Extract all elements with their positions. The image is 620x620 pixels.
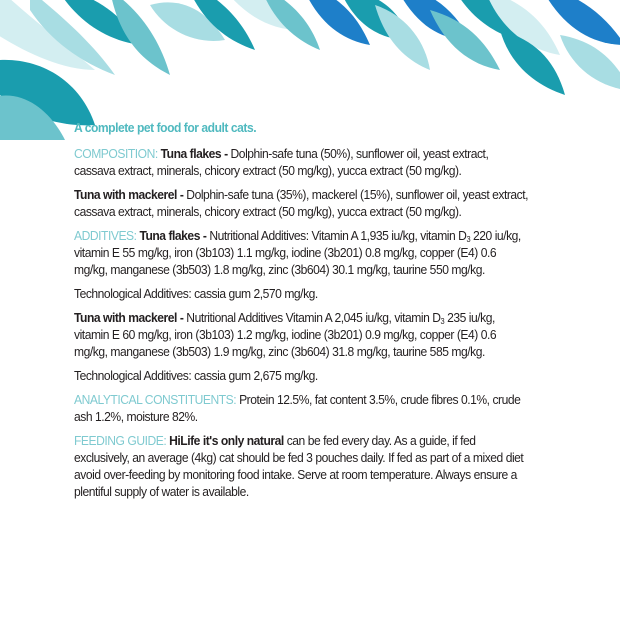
additives-mackerel <box>74 309 530 360</box>
tech-additives-flakes: Technological Additives: cassia gum 2,570 mg/kg. <box>74 286 318 301</box>
analytical-constituents <box>74 391 530 425</box>
brand-name: HiLife it's only natural <box>169 433 284 448</box>
tech-additives-mackerel: Technological Additives: cassia gum 2,675 mg/kg. <box>74 368 318 383</box>
intro-line: A complete pet food for adult cats. <box>74 120 257 135</box>
tuna-flakes-ingredients: Dolphin-safe tuna (50%), sunflower oil, yeast extract, cassava extract, minerals, chicory extract (50 mg/kg), yucca extract (50 mg/kg). <box>74 146 489 178</box>
additives-label: ADDITIVES: <box>74 228 137 243</box>
leaf <box>540 0 620 45</box>
subscript: 3 <box>466 235 471 244</box>
additives-flakes-text-a: Nutritional Additives: Vitamin A 1,935 iu/kg, vitamin D <box>209 228 467 243</box>
mackerel-title: Tuna with mackerel - <box>74 187 184 202</box>
mackerel-ingredients: Dolphin-safe tuna (35%), mackerel (15%), sunflower oil, yeast extract, cassava extract, minerals, chicory extract (50 mg/kg), yucca extract (50 mg/kg). <box>74 187 529 219</box>
tuna-flakes-title: Tuna flakes - <box>160 146 228 161</box>
analytical-label: ANALYTICAL CONSTITUENTS: <box>74 392 237 407</box>
additives-flakes-title: Tuna flakes - <box>139 228 207 243</box>
feeding-guide <box>74 432 530 500</box>
additives-tuna-flakes <box>74 227 530 278</box>
label-text <box>74 119 530 507</box>
additives-mackerel-text-a: Nutritional Additives Vitamin A 2,045 iu/kg, vitamin D <box>186 310 441 325</box>
subscript: 3 <box>440 317 445 326</box>
additives-mackerel-text-b: 235 iu/kg, vitamin E 60 mg/kg, iron (3b103) 1.2 mg/kg, iodine (3b201) 0.9 mg/kg, copper (E4) 0.6 mg/kg, manganese (3b503) 1.9 mg/kg, zinc (3b604) 31.8 mg/kg, taurine 585 mg/kg. <box>74 310 497 359</box>
additives-mackerel-title: Tuna with mackerel - <box>74 310 184 325</box>
analytical-text: Protein 12.5%, fat content 3.5%, crude fibres 0.1%, crude ash 1.2%, moisture 82%. <box>74 392 521 424</box>
composition-mackerel <box>74 186 530 220</box>
additives-flakes-text-b: 220 iu/kg, vitamin E 55 mg/kg, iron (3b103) 1.1 mg/kg, iodine (3b201) 0.8 mg/kg, copper (E4) 0.6 mg/kg, manganese (3b503) 1.8 mg/kg, zinc (3b604) 30.1 mg/kg, taurine 550 mg/kg. <box>74 228 521 277</box>
feeding-label: FEEDING GUIDE: <box>74 433 167 448</box>
composition-tuna-flakes <box>74 145 530 179</box>
feeding-text: can be fed every day. As a guide, if fed exclusively, an average (4kg) cat should be fed 3 pouches daily. If fed as part of a mixed diet avoid over-feeding by monitoring food intake. Serve at room temperature. Always ensure a plentiful supply of water is available. <box>74 433 524 499</box>
composition-label: COMPOSITION: <box>74 146 158 161</box>
